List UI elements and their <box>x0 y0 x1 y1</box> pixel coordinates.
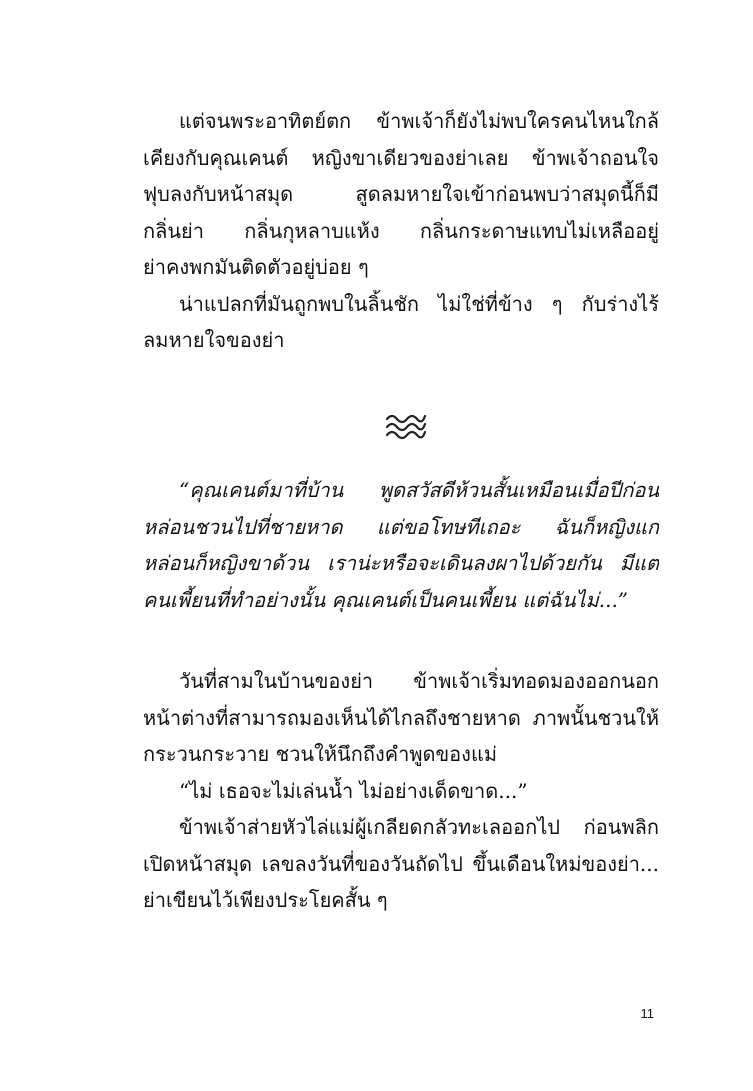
text-line: ย่าคงพกมันติดตัวอยู่บ่อย ๆ <box>143 255 369 279</box>
text-line: “ไม่ เธอจะไม่เล่นน้ำ ไม่อย่างเด็ดขาด...” <box>179 778 528 803</box>
text-line: “คุณเคนต์มาที่บ้าน พูดสวัสดีห้วนสั้นเหมือนเมื่อปีก่อน <box>179 478 659 502</box>
text-line: เคียงกับคุณเคนต์ หญิงขาเดียวของย่าเลย ข้าพเจ้าถอนใจ <box>143 145 659 170</box>
text-block-2 <box>143 472 659 618</box>
text-line: ลมหายใจของย่า <box>143 328 285 352</box>
text-line: น่าแปลกที่มันถูกพบในลิ้นชัก ไม่ใช่ที่ข้าง ๆ กับร่างไร้ <box>179 291 659 316</box>
text-line: คนเพี้ยนที่ทำอย่างนั้น คุณเคนต์เป็นคนเพี้ยน แต่ฉันไม่...” <box>143 587 629 612</box>
text-line: เปิดหน้าสมุด เลขลงวันที่ของวันถัดไป ขึ้นเดือนใหม่ของย่า... <box>143 851 659 876</box>
waves-icon <box>384 411 428 441</box>
text-line: กระวนกระวาย ชวนให้นึกถึงคำพูดของแม่ <box>143 742 498 766</box>
text-block-1 <box>143 103 659 359</box>
text-line: ฟุบลงกับหน้าสมุด สูดลมหายใจเข้าก่อนพบว่าสมุดนี้ก็มี <box>143 182 659 206</box>
text-line: หล่อนก็หญิงขาด้วน เราน่ะหรือจะเดินลงผาไปด้วยกัน มีแต่ <box>143 551 659 575</box>
text-line: หน้าต่างที่สามารถมองเห็นได้ไกลถึงชายหาด ภาพนั้นชวนให้ <box>143 705 659 730</box>
text-line: วันที่สามในบ้านของย่า ข้าพเจ้าเริ่มทอดมองออกนอก <box>179 669 659 693</box>
text-line: ข้าพเจ้าส่ายหัวไล่แม่ผู้เกลียดกลัวทะเลออกไป ก่อนพลิก <box>179 815 659 839</box>
text-line: ย่าเขียนไว้เพียงประโยคสั้น ๆ <box>143 888 388 912</box>
text-line: กลิ่นย่า กลิ่นกุหลาบแห้ง กลิ่นกระดาษแทบไม่เหลืออยู่ <box>143 218 659 243</box>
text-line: แต่จนพระอาทิตย์ตก ข้าพเจ้าก็ยังไม่พบใครคนไหนใกล้ <box>179 109 659 133</box>
text-block-3 <box>143 663 659 919</box>
text-line: หล่อนชวนไปที่ชายหาด แต่ขอโทษทีเถอะ ฉันก็หญิงแก่ <box>143 514 659 539</box>
page-number: 11 <box>640 1006 654 1021</box>
